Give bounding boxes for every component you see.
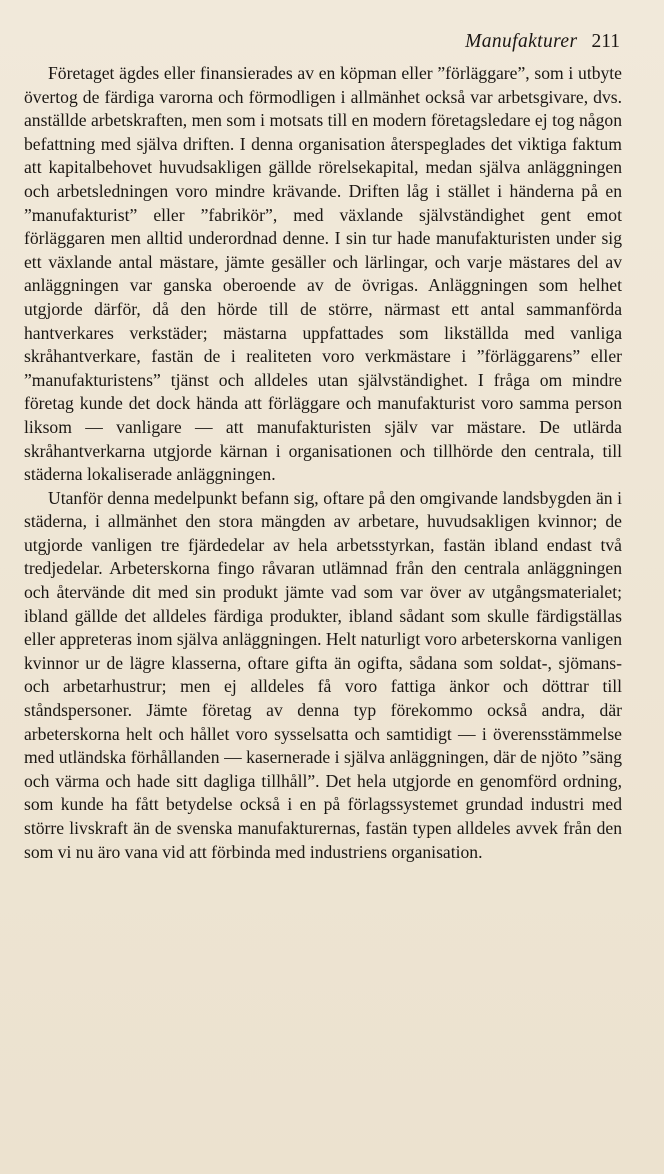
section-title: Manufakturer: [465, 31, 578, 52]
paragraph: Företaget ägdes eller finansierades av en köpman eller ”förläggare”, som i utbyte övertog de färdiga varorna och förmodligen i allmänhet också var arbetsgivare, dvs. anställde arbetskraften, men som i motsats till en modern företagsledare ej tog någon befattning med själva driften. I denna organisation återspeglades det viktiga faktum att kapitalbehovet huvudsakligen gällde rörelsekapital, medan själva anläggningen och arbetsledningen voro mindre krävande. Driften låg i stället i händerna på en ”manufakturist” eller ”fabrikör”, med växlande självständighet gent emot förläggaren men alltid underordnad denne. I sin tur hade manufakturisten under sig ett växlande antal mästare, jämte gesäller och lärlingar, och varje mästares del av anläggningen var ganska oberoende av de övrigas. Anläggningen som helhet utgjorde därför, då den hörde till de större, närmast ett antal sammanförda hantverkares verkstäder; mästarna uppfattades som likställda med vanliga skråhantverkare, fastän de i realiteten voro verkmästare i ”förläggarens” eller ”manufakturistens” tjänst och alldeles utan självständighet. I fråga om mindre företag kunde det dock hända att förläggare och manufakturist voro samma person liksom — vanligare — att manufakturisten själv var mästare. De utlärda skråhantverkarna utgjorde kärnan i organisationen och tillhörde den centrala, till städerna lokaliserade anläggningen.: [24, 63, 622, 485]
paragraph: Utanför denna medelpunkt befann sig, oftare på den omgivande landsbygden än i städerna, i allmänhet den stora mängden av arbetare, huvudsakligen kvinnor; de utgjorde vanligen tre fjärdedelar av hela arbetsstyrkan, fastän ibland endast två tredjedelar. Arbeterskorna fingo råvaran utlämnad från den centrala anläggningen och återvände dit med sin produkt jämte vad som var över av utgångsmaterialet; ibland gällde det alldeles färdiga produkter, ibland sådant som skulle färdigställas eller appreteras inom själva anläggningen. Helt naturligt voro arbeterskorna vanligen kvinnor ur de lägre klasserna, oftare gifta än ogifta, sådana som soldat-, sjömans- och arbetarhustrur; men ej alldeles få voro fattiga änkor och döttrar till ståndspersoner. Jämte företag av denna typ förekommo också andra, där arbeterskorna helt och hållet voro sysselsatta och samtidigt — i överensstämmelse med utländska förhållanden — kasernerade i själva anläggningen, där de njöto ”säng och värma och hade sitt dagliga tillhåll”. Det hela utgjorde en genomförd ordning, som kunde ha fått betydelse också i en på förlagssystemet grundad industri med större livskraft än de svenska manufakturernas, fastän typen alldeles avvek från den som vi nu äro vana vid att förbinda med industriens organisation.: [24, 487, 622, 862]
body-text: [24, 62, 622, 864]
running-head: [465, 32, 620, 52]
page-number: 211: [591, 31, 620, 52]
